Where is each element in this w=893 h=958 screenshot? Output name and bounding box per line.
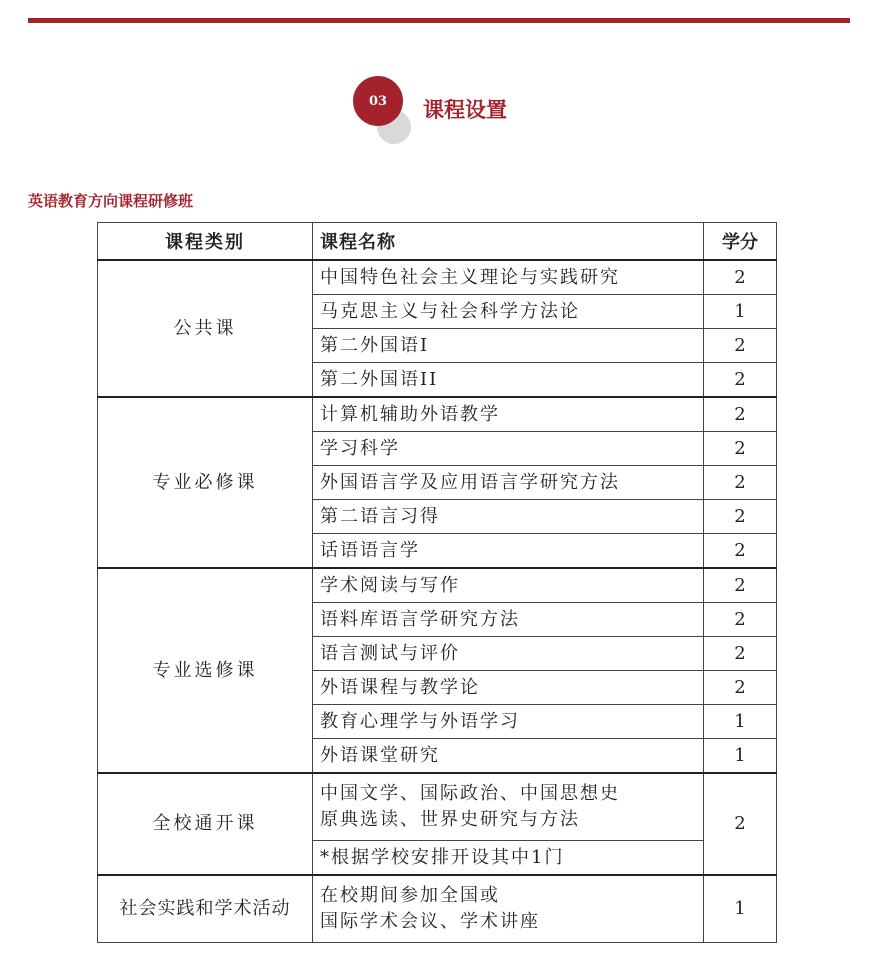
course-credit: 1	[704, 295, 777, 329]
course-name: 外语课堂研究	[313, 739, 704, 774]
course-name: 语料库语言学研究方法	[313, 603, 704, 637]
course-name: 学术阅读与写作	[313, 568, 704, 603]
header-credit: 学分	[704, 223, 777, 261]
course-name-line: 原典选读、世界史研究与方法	[320, 809, 580, 830]
header-name: 课程名称	[313, 223, 704, 261]
course-credit: 2	[704, 363, 777, 398]
course-name: 马克思主义与社会科学方法论	[313, 295, 704, 329]
section-title: 课程设置	[423, 98, 507, 122]
course-credit: 2	[704, 329, 777, 363]
course-credit: 2	[704, 397, 777, 432]
course-name: 外语课程与教学论	[313, 671, 704, 705]
course-credit: 1	[704, 875, 777, 943]
program-subtitle: 英语教育方向课程研修班	[28, 192, 194, 210]
course-table	[97, 222, 777, 943]
course-credit: 2	[704, 568, 777, 603]
category-cell: 专业必修课	[98, 397, 313, 568]
course-credit: 1	[704, 739, 777, 774]
course-credit: 1	[704, 705, 777, 739]
section-number: 03	[368, 93, 388, 109]
course-name: 教育心理学与外语学习	[313, 705, 704, 739]
table-row	[98, 260, 777, 295]
course-credit: 2	[704, 432, 777, 466]
top-divider-bar	[28, 18, 850, 23]
course-name: 计算机辅助外语教学	[313, 397, 704, 432]
course-name: 学习科学	[313, 432, 704, 466]
course-name: 话语语言学	[313, 534, 704, 569]
course-name: 外国语言学及应用语言学研究方法	[313, 466, 704, 500]
section-header	[353, 76, 573, 146]
category-cell: 全校通开课	[98, 773, 313, 875]
section-number-badge	[353, 76, 403, 126]
course-name: 第二外国语II	[313, 363, 704, 398]
course-name: 中国特色社会主义理论与实践研究	[313, 260, 704, 295]
course-name-line: 中国文学、国际政治、中国思想史	[320, 783, 620, 804]
table-row	[98, 397, 777, 432]
table-row	[98, 875, 777, 943]
table-header-row	[98, 223, 777, 261]
course-note: *根据学校安排开设其中1门	[313, 841, 704, 876]
header-category: 课程类别	[98, 223, 313, 261]
course-credit: 2	[704, 603, 777, 637]
course-credit: 2	[704, 671, 777, 705]
category-cell: 专业选修课	[98, 568, 313, 773]
course-name	[313, 773, 704, 841]
table-row	[98, 773, 777, 841]
table-row	[98, 568, 777, 603]
course-name	[313, 875, 704, 943]
course-name: 第二外国语I	[313, 329, 704, 363]
course-name-line: 在校期间参加全国或	[320, 885, 500, 906]
category-cell: 社会实践和学术活动	[98, 875, 313, 943]
course-credit: 2	[704, 260, 777, 295]
category-cell: 公共课	[98, 260, 313, 397]
course-credit: 2	[704, 773, 777, 875]
course-credit: 2	[704, 637, 777, 671]
course-credit: 2	[704, 534, 777, 569]
course-name: 语言测试与评价	[313, 637, 704, 671]
course-name-line: 国际学术会议、学术讲座	[320, 911, 540, 932]
course-credit: 2	[704, 466, 777, 500]
course-name: 第二语言习得	[313, 500, 704, 534]
course-credit: 2	[704, 500, 777, 534]
